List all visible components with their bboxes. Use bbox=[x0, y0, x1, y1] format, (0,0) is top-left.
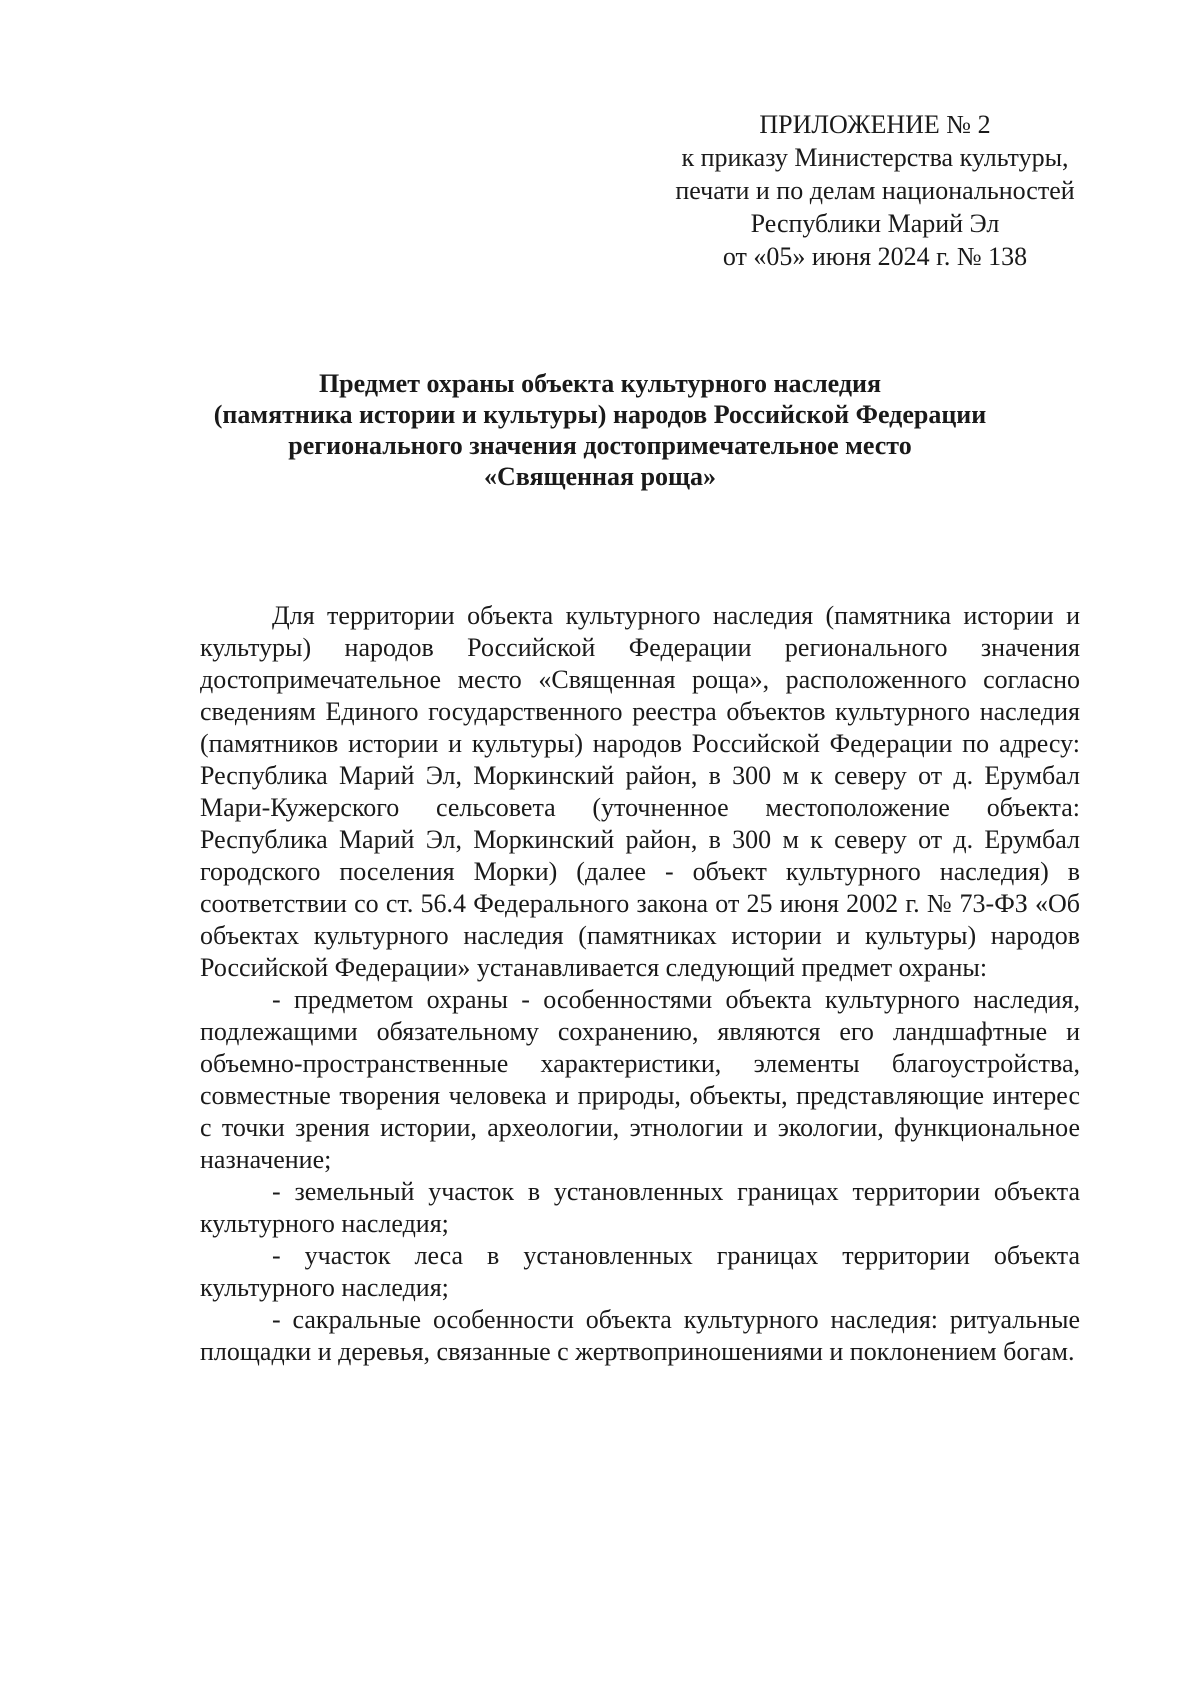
list-item: - участок леса в установленных границах территории объекта культурного наследия; bbox=[200, 1241, 1080, 1302]
appendix-number: ПРИЛОЖЕНИЕ № 2 bbox=[759, 110, 991, 139]
document-body bbox=[200, 600, 1080, 1368]
appendix-order-date: от «05» июня 2024 г. № 138 bbox=[722, 242, 1028, 271]
title-line: (памятника истории и культуры) народов Российской Федерации bbox=[213, 400, 987, 429]
list-item: - сакральные особенности объекта культурного наследия: ритуальные площадки и деревья, связанные с жертвоприношениями и поклонением богам. bbox=[200, 1305, 1080, 1366]
appendix-ministry: печати и по делам национальностей bbox=[675, 176, 1075, 205]
appendix-order-ref: к приказу Министерства культуры, bbox=[681, 143, 1069, 172]
appendix-header bbox=[640, 108, 1110, 273]
title-line: «Священная роща» bbox=[484, 462, 716, 491]
document-title bbox=[150, 368, 1050, 492]
title-line: регионального значения достопримечательное место bbox=[288, 431, 912, 460]
list-item: - предметом охраны - особенностями объекта культурного наследия, подлежащими обязательному сохранению, являются его ландшафтные и объемно-пространственные характеристики, элементы благоустройства, совместные творения человека и природы, объекты, представляющие интерес с точки зрения истории, археологии, этнологии и экологии, функциональное назначение; bbox=[200, 985, 1080, 1174]
appendix-republic: Республики Марий Эл bbox=[750, 209, 1000, 238]
title-line: Предмет охраны объекта культурного наследия bbox=[318, 369, 882, 398]
intro-paragraph: Для территории объекта культурного наследия (памятника истории и культуры) народов Российской Федерации регионального значения достопримечательное место «Священная роща», расположенного согласно сведениям Единого государственного реестра объектов культурного наследия (памятников истории и культуры) народов Российской Федерации по адресу: Республика Марий Эл, Моркинский район, в 300 м к северу от д. Ерумбал Мари-Кужерского сельсовета (уточненное местоположение объекта: Республика Марий Эл, Моркинский район, в 300 м к северу от д. Ерумбал городского поселения Морки) (далее - объект культурного наследия) в соответствии со ст. 56.4 Федерального закона от 25 июня 2002 г. № 73-ФЗ «Об объектах культурного наследия (памятниках истории и культуры) народов Российской Федерации» устанавливается следующий предмет охраны: bbox=[200, 601, 1080, 982]
list-item: - земельный участок в установленных границах территории объекта культурного наследия; bbox=[200, 1177, 1080, 1238]
